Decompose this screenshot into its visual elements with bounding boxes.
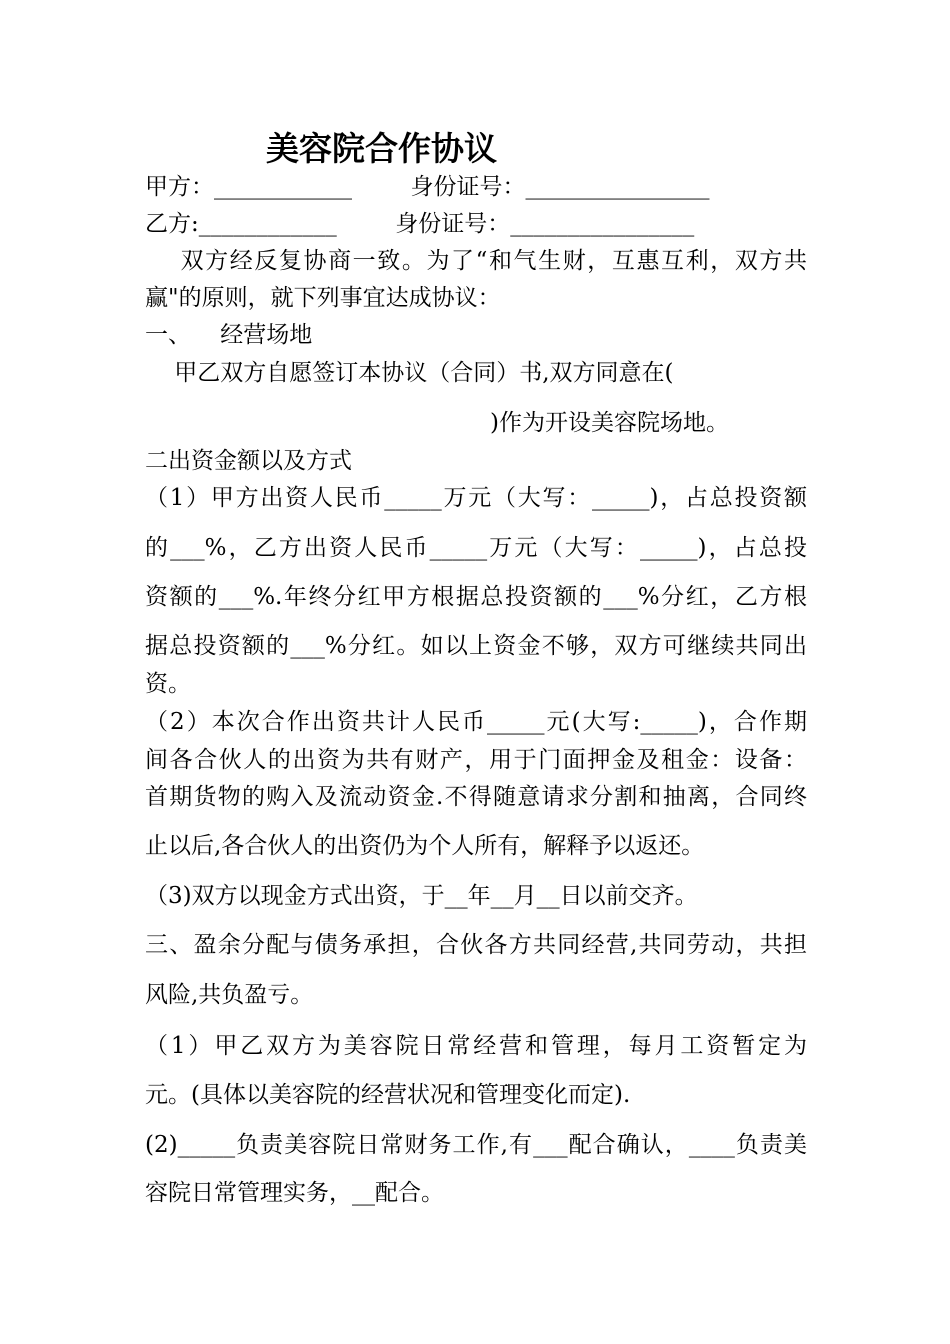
paragraph-line: 双方经反复协商一致。为了“和气生财，互惠互利，双方共 [145,248,807,274]
paragraph-line: 据总投资额的___%分红。如以上资金不够，双方可继续共同出 [145,633,807,659]
paragraph-line: 赢"的原则，就下列事宜达成协议： [145,285,501,311]
party-a-line: 甲方：____________ 身份证号：________________ [145,174,710,200]
paragraph-line: 资额的___%.年终分红甲方根据总投资额的___%分红，乙方根 [145,584,807,610]
section-heading: 三、盈余分配与债务承担，合伙各方共同经营,共同劳动，共担 [145,932,807,958]
party-b-line: 乙方:____________ 身份证号：________________ [145,211,695,237]
paragraph-line: (2)_____负责美容院日常财务工作,有___配合确认，____负责美 [145,1132,807,1158]
paragraph-line: 止以后,各合伙人的出资仍为个人所有，解释予以返还。 [145,833,705,859]
paragraph-line: （3)双方以现金方式出资，于__年__月__日以前交齐。 [145,883,698,909]
paragraph-line: )作为开设美容院场地。 [490,410,729,436]
document-title: 美容院合作协议 [266,129,497,168]
section-heading: 一、 经营场地 [145,322,313,348]
paragraph-line: 首期货物的购入及流动资金.不得随意请求分割和抽离，合同终 [145,784,807,810]
paragraph-line: 间各合伙人的出资为共有财产，用于门面押金及租金：设备： [145,747,807,773]
paragraph-line: 甲乙双方自愿签订本协议（合同）书,双方同意在( [145,360,674,386]
paragraph-line: 风险,共负盈亏。 [145,982,314,1008]
paragraph-line: 的___%，乙方出资人民币_____万元（大写：_____)，占总投 [145,535,807,561]
section-heading: 二出资金额以及方式 [145,448,352,474]
paragraph-line: （1）甲方出资人民币_____万元（大写：_____)，占总投资额 [145,485,807,511]
paragraph-line: （1）甲乙双方为美容院日常经营和管理，每月工资暂定为 [145,1033,807,1059]
paragraph-line: 资。 [145,671,191,697]
paragraph-line: 容院日常管理实务，__配合。 [145,1180,444,1206]
paragraph-line: 元。(具体以美容院的经营状况和管理变化而定). [145,1082,631,1108]
paragraph-line: （2）本次合作出资共计人民币_____元(大写:_____)，合作期 [145,709,807,735]
